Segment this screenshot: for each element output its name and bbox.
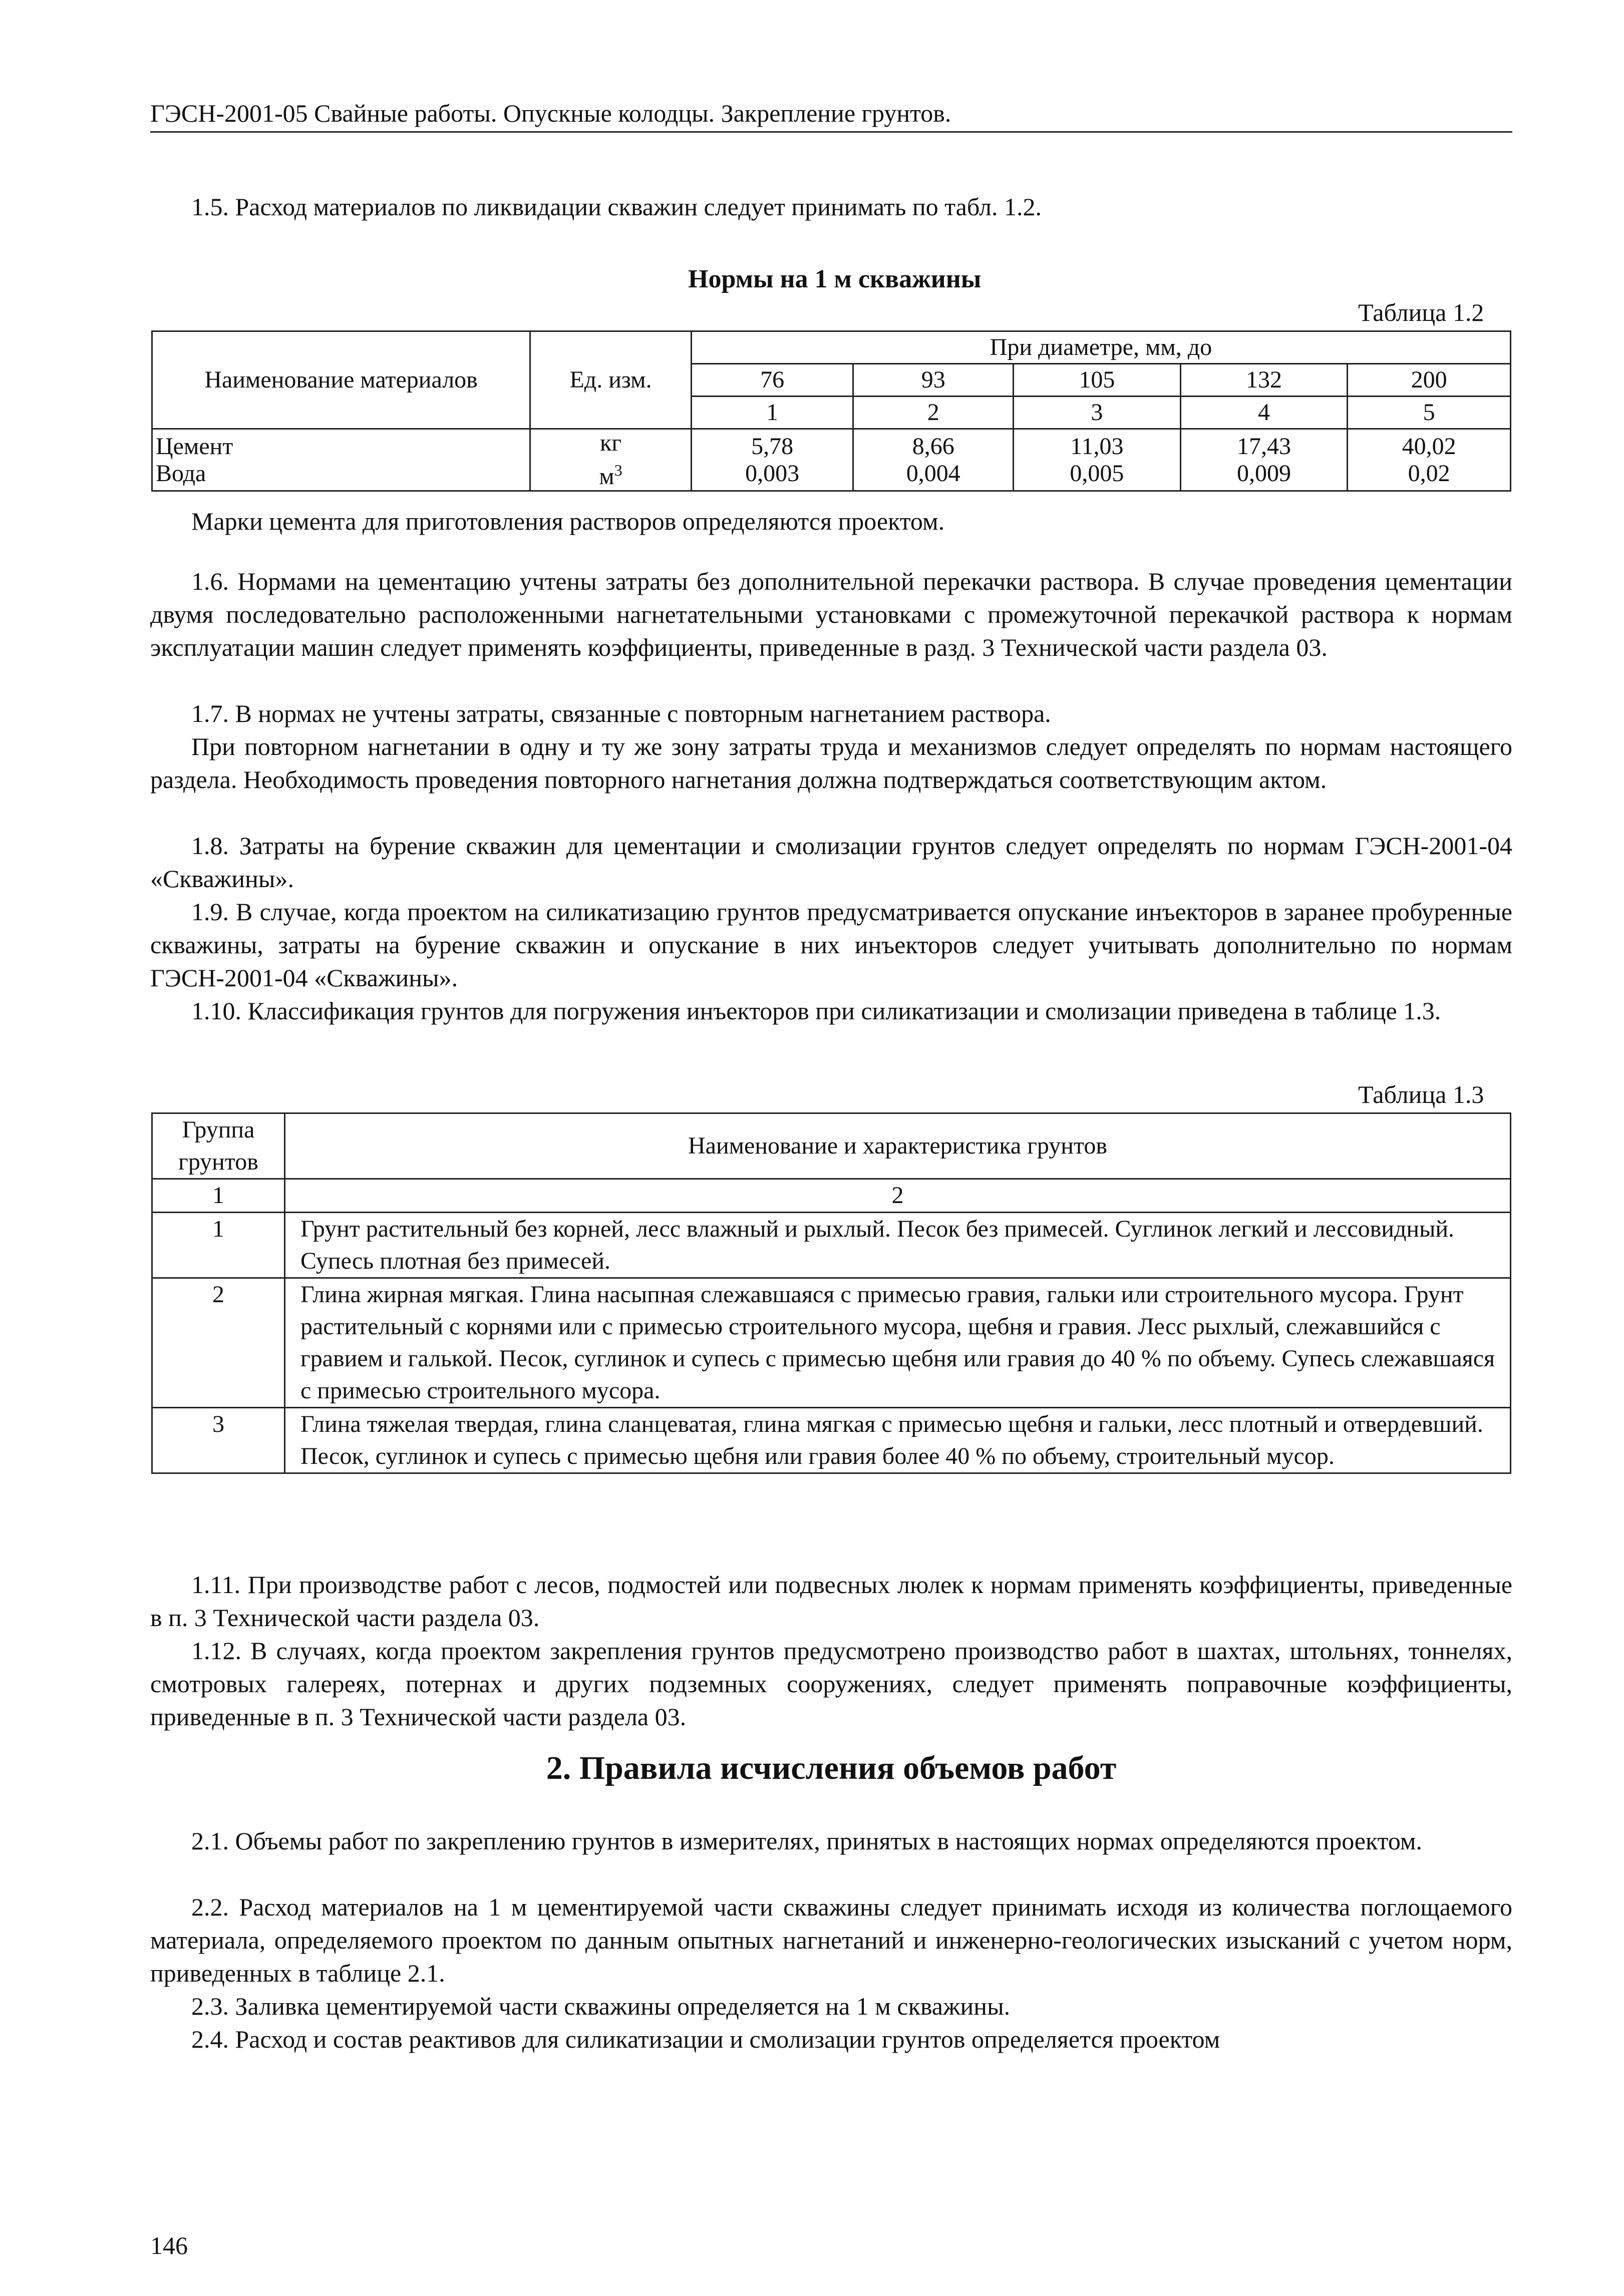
- column-number: 4: [1180, 397, 1348, 429]
- value-cell: 8,66: [912, 433, 954, 460]
- header-materials: Наименование материалов: [152, 331, 530, 429]
- value-cell: 5,78: [751, 433, 794, 460]
- value-cell: 0,003: [745, 460, 800, 487]
- header-group: Группа грунтов: [152, 1113, 285, 1179]
- paragraph-2-1: 2.1. Объемы работ по закреплению грунтов в измерителях, принятых в настоящих нормах определяются проектом.: [191, 1827, 1423, 1855]
- paragraph-1-7: 1.7. В нормах не учтены затраты, связанные с повторным нагнетанием раствора.: [191, 699, 1051, 727]
- group-cell: 1: [152, 1213, 285, 1278]
- diameter-cell: 200: [1348, 364, 1511, 397]
- table-row: [152, 1408, 1511, 1473]
- table-1-3: [151, 1112, 1511, 1474]
- column-number: 2: [853, 397, 1014, 429]
- paragraph-2-2: 2.2. Расход материалов на 1 м цементируемой части скважины следует принимать исходя из количества поглощаемого материала, определяемого проектом по данным опытных нагнетаний и инженерно-геологических изысканий с учетом норм, приведенных в таблице 2.1.: [150, 1893, 1512, 1987]
- header-diameter: При диаметре, мм, до: [691, 331, 1510, 364]
- section-2-title: 2. Правила исчисления объемов работ: [546, 1750, 1117, 1786]
- table-1-2-label: Таблица 1.2: [1358, 298, 1484, 326]
- column-number: 1: [691, 397, 853, 429]
- value-cell: 11,03: [1070, 433, 1124, 460]
- diameter-cell: 76: [691, 364, 853, 397]
- diameter-cell: 93: [853, 364, 1014, 397]
- paragraph-1-10: 1.10. Классификация грунтов для погружения инъекторов при силикатизации и смолизации приведена в таблице 1.3.: [191, 997, 1441, 1025]
- value-cell: 17,43: [1236, 433, 1291, 460]
- column-number: 3: [1014, 397, 1181, 429]
- group-cell: 3: [152, 1408, 285, 1473]
- paragraph-1-12: 1.12. В случаях, когда проектом закрепления грунтов предусмотрено производство работ в шахтах, штольнях, тоннелях, смотровых галереях, потернах и других подземных сооружениях, следует применять поправочные коэффициенты, приведенные в п. 3 Технической части раздела 03.: [150, 1637, 1512, 1731]
- diameter-cell: 105: [1014, 364, 1181, 397]
- table-1-2-caption: Нормы на 1 м скважины: [688, 265, 982, 293]
- table-row: [152, 1213, 1511, 1278]
- header-description: Наименование и характеристика грунтов: [285, 1113, 1511, 1179]
- value-cell: 0,004: [906, 460, 960, 487]
- paragraph-2-4: 2.4. Расход и состав реактивов для силикатизации и смолизации грунтов определяется проектом: [191, 2025, 1220, 2053]
- table-1-2: [151, 330, 1511, 492]
- group-cell: 2: [152, 1278, 285, 1408]
- table-1-2-note: Марки цемента для приготовления растворов определяются проектом.: [191, 507, 945, 535]
- description-cell: Глина тяжелая твердая, глина сланцеватая, глина мягкая с примесью щебня и гальки, лесс плотный и отвердевший. Песок, суглинок и супесь с примесью щебня или гравия более 40 % по объему, строительный мусор.: [285, 1408, 1511, 1473]
- diameter-cell: 132: [1180, 364, 1348, 397]
- value-cell: 0,005: [1070, 460, 1124, 487]
- material-name: Вода: [156, 460, 206, 487]
- table-row: [152, 429, 1511, 491]
- unit-cell: м: [599, 463, 614, 490]
- paragraph-1-5: 1.5. Расход материалов по ликвидации скважин следует принимать по табл. 1.2.: [191, 193, 1042, 221]
- unit-superscript: 3: [614, 461, 622, 479]
- header-unit: Ед. изм.: [530, 331, 692, 429]
- table-1-3-label: Таблица 1.3: [1358, 1080, 1484, 1108]
- paragraph-1-7-continued: При повторном нагнетании в одну и ту же зону затраты труда и механизмов следует определять по нормам настоящего раздела. Необходимость проведения повторного нагнетания должна подтверждаться соответствующим актом.: [150, 732, 1512, 794]
- paragraph-2-3: 2.3. Заливка цементируемой части скважины определяется на 1 м скважины.: [191, 1992, 1011, 2020]
- paragraph-1-11: 1.11. При производстве работ с лесов, подмостей или подвесных люлек к нормам применять коэффициенты, приведенные в п. 3 Технической части раздела 03.: [150, 1571, 1512, 1632]
- paragraph-1-6: 1.6. Нормами на цементацию учтены затраты без дополнительной перекачки раствора. В случае проведения цементации двумя последовательно расположенными нагнетательными установками с промежуточной перекачкой раствора к нормам эксплуатации машин следует применять коэффициенты, приведенные в разд. 3 Технической части раздела 03.: [150, 567, 1512, 661]
- value-cell: 0,009: [1236, 460, 1291, 487]
- unit-cell: кг: [600, 430, 622, 456]
- table-row: [152, 1278, 1511, 1408]
- running-header: ГЭСН-2001-05 Свайные работы. Опускные колодцы. Закрепление грунтов.: [150, 98, 1512, 133]
- description-cell: Глина жирная мягкая. Глина насыпная слежавшаяся с примесью гравия, гальки или строительного мусора. Грунт растительный с корнями или с примесью строительного мусора, щебня и гравия. Лесс рыхлый, слежавшийся с гравием и галькой. Песок, суглинок и супесь с примесью щебня или гравия до 40 % по объему. Супесь слежавшаяся с примесью строительного мусора.: [285, 1278, 1511, 1408]
- value-cell: 0,02: [1408, 460, 1450, 487]
- column-number: 1: [152, 1179, 285, 1213]
- column-number: 2: [285, 1179, 1511, 1213]
- value-cell: 40,02: [1402, 433, 1456, 460]
- paragraph-1-9: 1.9. В случае, когда проектом на силикатизацию грунтов предусматривается опускание инъекторов в заранее пробуренные скважины, затраты на бурение скважин и опускание в них инъекторов следует учитывать дополнительно по нормам ГЭСН-2001-04 «Скважины».: [150, 898, 1512, 992]
- paragraph-1-8: 1.8. Затраты на бурение скважин для цементации и смолизации грунтов следует определять по нормам ГЭСН-2001-04 «Скважины».: [150, 832, 1512, 893]
- page-number: 146: [150, 2231, 188, 2259]
- column-number: 5: [1348, 397, 1511, 429]
- description-cell: Грунт растительный без корней, лесс влажный и рыхлый. Песок без примесей. Суглинок легкий и лессовидный. Супесь плотная без примесей.: [285, 1213, 1511, 1278]
- material-name: Цемент: [156, 433, 233, 460]
